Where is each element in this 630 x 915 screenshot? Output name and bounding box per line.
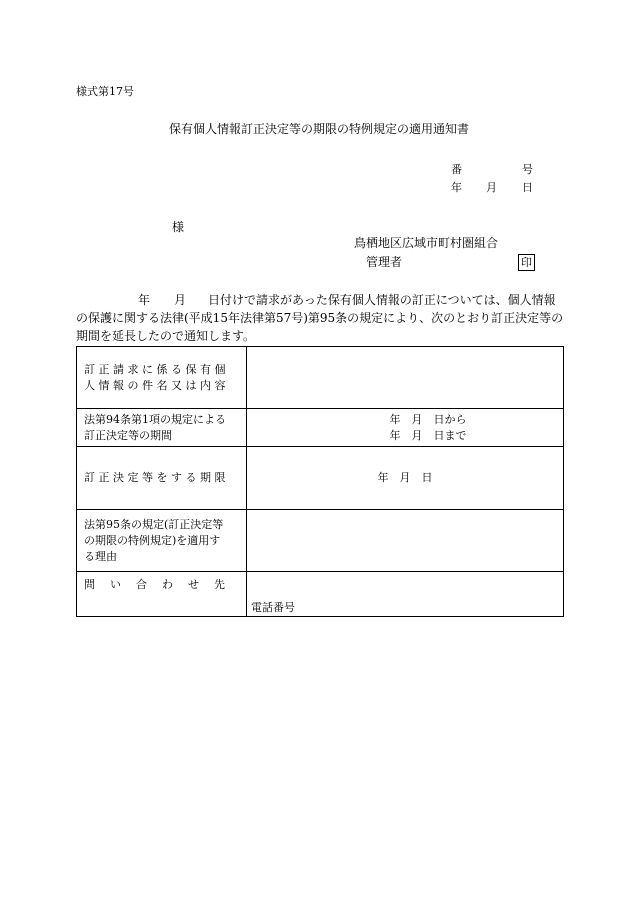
original-period-value [247, 409, 564, 447]
table-row [77, 409, 564, 447]
table-row [77, 510, 564, 572]
body-year: 年 [138, 293, 151, 307]
period-from: 年 月 日から [389, 412, 467, 426]
reference-number-label: 番 [451, 163, 462, 176]
date-day-label: 日 [522, 181, 533, 194]
reference-number-suffix: 号 [522, 163, 533, 176]
body-line-2: の保護に関する法律(平成15年法律第57号)第95条の規定により、次のとおり訂正決定等の [76, 311, 564, 325]
table-row [77, 347, 564, 409]
subject-label [77, 347, 247, 409]
reason-label-line-2: の期限の特例規定)を適用す [84, 533, 221, 547]
date-month-label: 月 [486, 181, 497, 194]
notice-table [76, 346, 564, 617]
subject-label-line-2: 人情報の件名又は内容 [84, 378, 229, 392]
date-year-label: 年 [451, 181, 462, 194]
document-title: 保有個人情報訂正決定等の期限の特例規定の適用通知書 [169, 122, 470, 136]
reason-label-line-1: 法第95条の規定(訂正決定等 [84, 517, 224, 531]
original-period-label-line-2: 訂正決定等の期間 [84, 428, 172, 442]
deadline-value: 年 月 日 [247, 447, 564, 510]
deadline-label: 訂正決定等をする期限 [77, 447, 247, 510]
addressee-honorific: 様 [172, 220, 185, 234]
subject-value [247, 347, 564, 409]
reason-label [77, 510, 247, 572]
contact-label: 問い合わせ先 [77, 572, 247, 617]
issuing-organization: 鳥栖地区広域市町村圏組合 [354, 236, 499, 250]
table-row [77, 572, 564, 617]
body-month: 月 [174, 293, 187, 307]
notice-body [76, 291, 564, 345]
contact-phone: 電話番号 [247, 572, 564, 617]
reason-value [247, 510, 564, 572]
subject-label-line-1: 訂正請求に係る保有個 [84, 362, 229, 376]
original-period-label-line-1: 法第94条第1項の規定による [84, 412, 226, 426]
manager-title: 管理者 [366, 255, 403, 269]
reason-label-line-3: る理由 [84, 549, 117, 563]
body-line-3: 期間を延長したので通知します。 [76, 329, 256, 343]
body-line-1 [76, 291, 560, 309]
original-period-label [77, 409, 247, 447]
form-number: 様式第17号 [76, 85, 134, 98]
period-to: 年 月 日まで [389, 428, 467, 442]
table-row [77, 447, 564, 510]
body-line-1-text: 日付けで請求があった保有個人情報の訂正については、個人情報 [208, 293, 556, 307]
seal-stamp: 印 [518, 254, 535, 271]
